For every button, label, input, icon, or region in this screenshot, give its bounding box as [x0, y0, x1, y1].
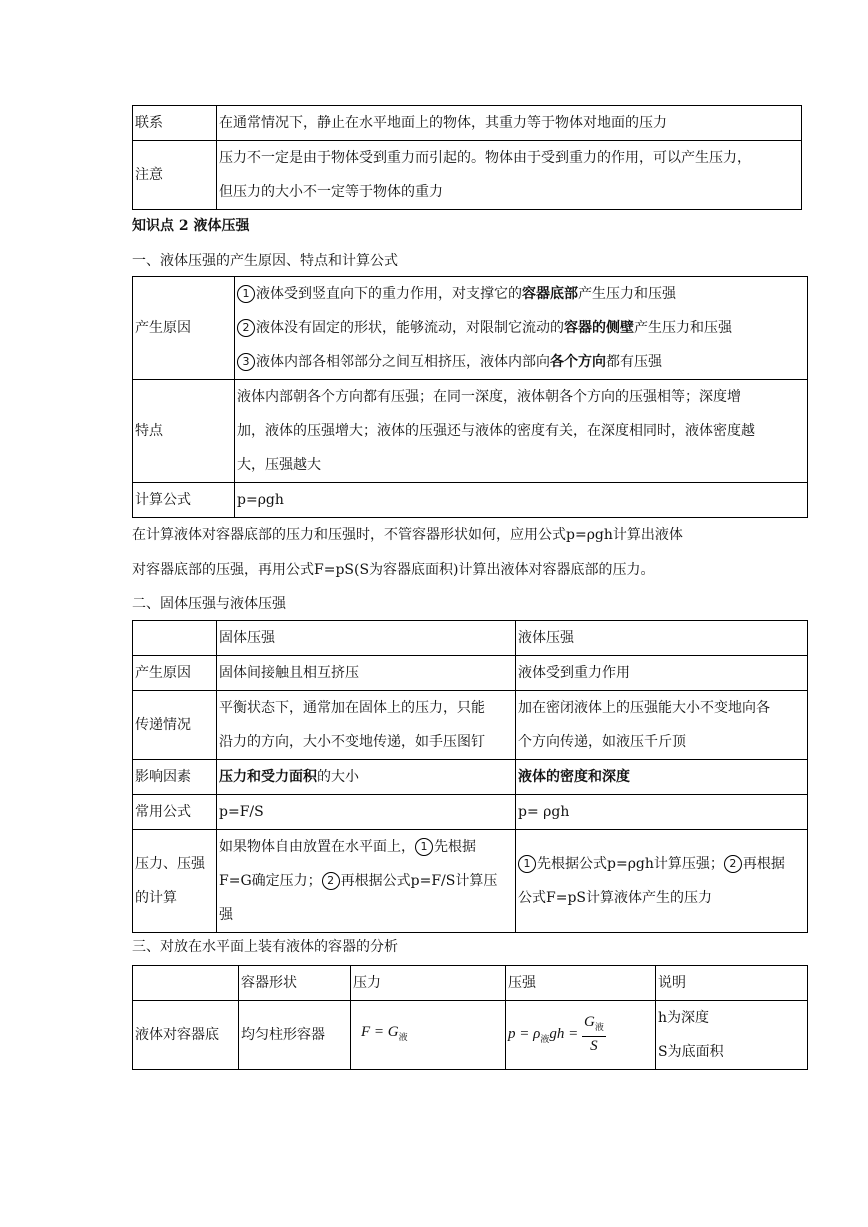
circled-number: 2: [322, 872, 340, 890]
cause-list: [235, 277, 808, 380]
paragraph-line: 在计算液体对容器底部的压力和压强时，不管容器形状如何，应用公式p=ρgh计算出液体: [132, 527, 683, 543]
table-row: [133, 1001, 808, 1070]
paragraph-line: 对容器底部的压强，再用公式F=pS(S为容器底面积)计算出液体对容器底部的压力。: [132, 562, 655, 578]
row-label: 注意: [133, 141, 217, 210]
section-title: 一、液体压强的产生原因、特点和计算公式: [132, 253, 398, 269]
row-label: 压力、压强 的计算: [133, 830, 217, 933]
table-row: [133, 760, 808, 795]
header-cell: 压力: [351, 966, 506, 1001]
row-label: 计算公式: [133, 483, 235, 518]
cell: 1 先根据公式p=ρgh计算压强； 2 再根据 公式F=pS计算液体产生的压力: [516, 830, 808, 933]
table-row: [133, 277, 808, 380]
table-row: [133, 795, 808, 830]
text-line: 压力不一定是由于物体受到重力而引起的。物体由于受到重力的作用，可以产生压力，: [219, 150, 751, 166]
circled-number: 2: [724, 855, 742, 873]
table-pressure-relation: [132, 105, 802, 210]
header-cell: [133, 621, 217, 656]
header-cell: 容器形状: [239, 966, 351, 1001]
row-label: 传递情况: [133, 691, 217, 760]
cell: 加在密闭液体上的压强能大小不变地向各 个方向传递，如液压千斤顶: [516, 691, 808, 760]
row-label: 常用公式: [133, 795, 217, 830]
cell: 均匀柱形容器: [239, 1001, 351, 1070]
header-cell: 固体压强: [217, 621, 516, 656]
row-label: 液体对容器底: [133, 1001, 239, 1070]
note-cell: h为深度 S为底面积: [656, 1001, 808, 1070]
row-label: 影响因素: [133, 760, 217, 795]
cell: p= ρgh: [516, 795, 808, 830]
table-row: [133, 483, 808, 518]
cause-item: 3 液体内部各相邻部分之间互相挤压，液体内部向各个方向都有压强: [237, 345, 805, 379]
table-header-row: [133, 621, 808, 656]
table-row: [133, 106, 802, 141]
header-cell: 液体压强: [516, 621, 808, 656]
table-container-analysis: [132, 965, 808, 1070]
header-cell: [133, 966, 239, 1001]
circled-number: 1: [518, 855, 536, 873]
knowledge-point-heading: 知识点 2 液体压强: [132, 218, 250, 234]
table-header-row: [133, 966, 808, 1001]
text-line: 但压力的大小不一定等于物体的重力: [219, 184, 443, 200]
cell: 压力和受力面积的大小: [217, 760, 516, 795]
row-label: 联系: [133, 106, 217, 141]
row-label: 产生原因: [133, 656, 217, 691]
cell: p=F/S: [217, 795, 516, 830]
cell: 固体间接触且相互挤压: [217, 656, 516, 691]
circled-number: 3: [237, 353, 255, 371]
row-text: [217, 141, 802, 210]
table-solid-vs-liquid: [132, 620, 808, 933]
circled-number: 1: [415, 838, 433, 856]
header-cell: 压强: [506, 966, 656, 1001]
row-label: 产生原因: [133, 277, 235, 380]
circled-number: 2: [237, 319, 255, 337]
table-row: [133, 830, 808, 933]
feature-text: 液体内部朝各个方向都有压强；在同一深度，液体朝各个方向的压强相等；深度增 加，液体的压强增大；液体的压强还与液体的密度有关，在深度相同时，液体密度越 大，压强越大: [235, 380, 808, 483]
cell: 液体受到重力作用: [516, 656, 808, 691]
row-label: 特点: [133, 380, 235, 483]
cause-item: 2 液体没有固定的形状，能够流动，对限制它流动的容器的侧壁产生压力和压强: [237, 311, 805, 345]
header-cell: 说明: [656, 966, 808, 1001]
table-liquid-pressure: [132, 276, 808, 518]
section-title: 三、对放在水平面上装有液体的容器的分析: [132, 939, 398, 955]
force-formula: $F = G_液$: [351, 1001, 506, 1070]
row-text: 在通常情况下，静止在水平地面上的物体，其重力等于物体对地面的压力: [217, 106, 802, 141]
table-row: [133, 380, 808, 483]
cause-item: 1 液体受到竖直向下的重力作用，对支撑它的容器底部产生压力和压强: [237, 277, 805, 311]
cell: 液体的密度和深度: [516, 760, 808, 795]
fraction: $\frac{G_液}{S}$: [583, 1014, 604, 1054]
section-title: 二、固体压强与液体压强: [132, 596, 286, 612]
pressure-formula: $p = \rho_液gh$ = $\frac{G_液}{S}$: [506, 1001, 656, 1070]
table-row: [133, 656, 808, 691]
table-row: [133, 141, 802, 210]
formula-text: p=ρgh: [235, 483, 808, 518]
table-row: [133, 691, 808, 760]
cell: 平衡状态下，通常加在固体上的压力，只能 沿力的方向，大小不变地传递，如手压图钉: [217, 691, 516, 760]
circled-number: 1: [237, 285, 255, 303]
cell: 如果物体自由放置在水平面上， 1 先根据 F=G确定压力； 2 再根据公式p=F/S计算压 强: [217, 830, 516, 933]
